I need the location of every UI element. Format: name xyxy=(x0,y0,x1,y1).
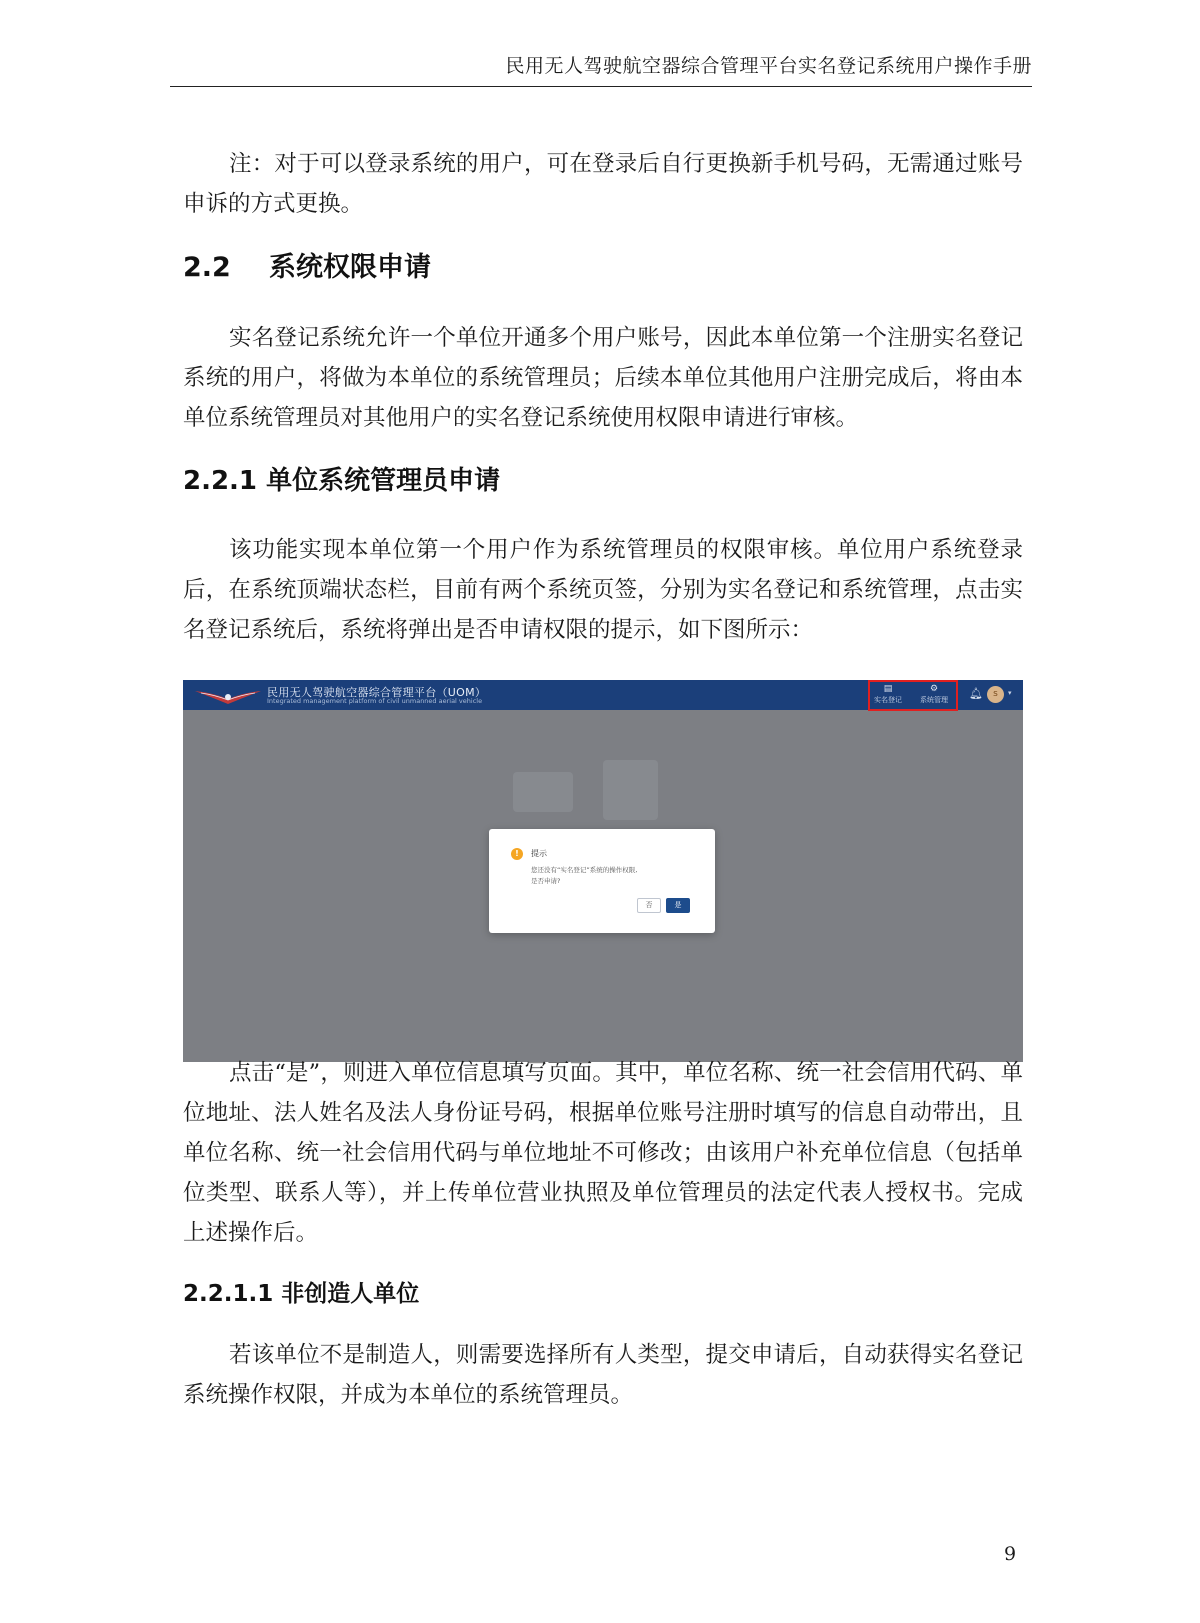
cancel-button[interactable]: 否 xyxy=(637,898,661,913)
permission-dialog xyxy=(489,829,715,933)
confirm-button[interactable]: 是 xyxy=(666,898,690,913)
nav-tab-label: 实名登记 xyxy=(874,696,902,704)
running-header: 民用无人驾驶航空器综合管理平台实名登记系统用户操作手册 xyxy=(170,52,1032,87)
section-2-2-paragraph: 实名登记系统允许一个单位开通多个用户账号，因此本单位第一个注册实名登记系统的用户，将做为本单位的系统管理员；后续本单位其他用户注册完成后，将由本单位系统管理员对其他用户的实名登记系统使用权限申请进行审核。 xyxy=(183,325,1023,431)
dialog-title: 提示 xyxy=(531,849,547,858)
app-title: 民用无人驾驶航空器综合管理平台（UOM） xyxy=(267,686,487,699)
section-2-2-1-1-paragraph: 若该单位不是制造人，则需要选择所有人类型，提交申请后，自动获得实名登记系统操作权限，并成为本单位的系统管理员。 xyxy=(183,1342,1023,1408)
page-number: 9 xyxy=(1004,1543,1017,1565)
nav-tab-label: 系统管理 xyxy=(920,696,948,704)
section-2-2-heading xyxy=(183,245,431,284)
background-illustration xyxy=(513,772,573,812)
section-2-2-1-1-heading: 2.2.1.1 非创造人单位 xyxy=(183,1281,420,1307)
after-figure-paragraph: 点击“是”，则进入单位信息填写页面。其中，单位名称、统一社会信用代码、单位地址、法人姓名及法人身份证号码，根据单位账号注册时填写的信息自动带出，且单位名称、统一社会信用代码与单位地址不可修改；由该用户补充单位信息（包括单位类型、联系人等），并上传单位营业执照及单位管理员的法定代表人授权书。完成上述操作后。 xyxy=(183,1060,1023,1246)
app-subtitle: Integrated management platform of civil unmanned aerial vehicle xyxy=(267,697,483,705)
avatar[interactable]: s xyxy=(987,686,1004,703)
background-illustration xyxy=(603,760,658,820)
screenshot-figure xyxy=(183,680,1023,1062)
chevron-down-icon[interactable]: ▾ xyxy=(1008,689,1012,697)
section-number: 2.2 xyxy=(183,252,231,283)
red-highlight-box xyxy=(868,680,958,711)
gear-icon: ⚙ xyxy=(929,684,939,694)
wings-logo-icon xyxy=(193,683,263,707)
dialog-message-line: 是否申请? xyxy=(531,877,561,885)
bell-icon[interactable]: 🔔︎ xyxy=(969,687,983,700)
document-icon: ▤ xyxy=(883,684,893,694)
dialog-message xyxy=(531,865,701,887)
section-2-2-1-heading: 2.2.1 单位系统管理员申请 xyxy=(183,466,501,496)
app-topbar xyxy=(183,680,1023,710)
section-2-2-1-paragraph: 该功能实现本单位第一个用户作为系统管理员的权限审核。单位用户系统登录后，在系统顶端状态栏，目前有两个系统页签，分别为实名登记和系统管理，点击实名登记系统后，系统将弹出是否申请权限的提示，如下图所示： xyxy=(183,537,1023,643)
warning-icon: ! xyxy=(511,848,523,860)
note-paragraph: 注：对于可以登录系统的用户，可在登录后自行更换新手机号码，无需通过账号申诉的方式更换。 xyxy=(183,151,1023,217)
section-title: 系统权限申请 xyxy=(269,252,431,283)
dialog-message-line: 您还没有“实名登记”系统的操作权限, xyxy=(531,866,638,874)
